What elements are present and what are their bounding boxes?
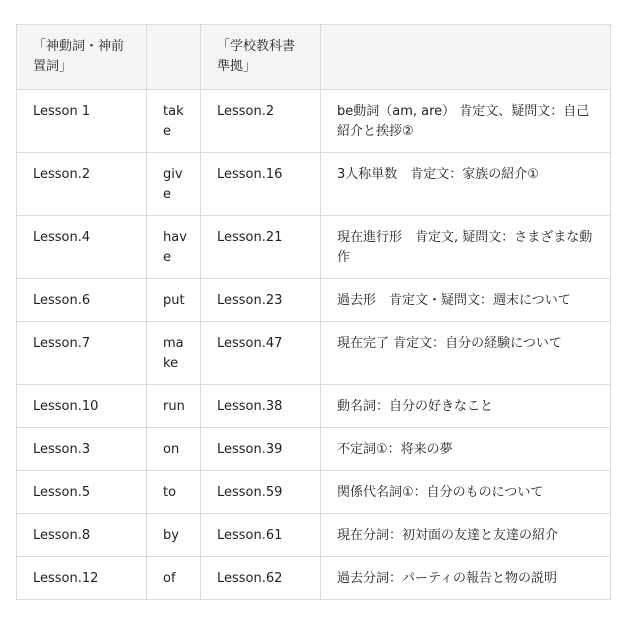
lesson-cell: Lesson.3 xyxy=(17,428,147,471)
textbook-lesson-cell: Lesson.59 xyxy=(201,471,321,514)
content-cell: 過去分詞：パーティの報告と物の説明 xyxy=(321,557,611,600)
header-verb-preposition: 「神動詞・神前置詞」 xyxy=(17,25,147,90)
content-cell: be動詞（am, are） 肯定文、疑問文：自己紹介と挨拶② xyxy=(321,90,611,153)
lesson-cell: Lesson.2 xyxy=(17,153,147,216)
table-row xyxy=(17,216,611,279)
verb-cell: to xyxy=(147,471,201,514)
lesson-cell: Lesson.5 xyxy=(17,471,147,514)
content-cell: 3人称単数 肯定文：家族の紹介① xyxy=(321,153,611,216)
table-row xyxy=(17,514,611,557)
verb-cell: take xyxy=(147,90,201,153)
table-row xyxy=(17,322,611,385)
verb-cell: put xyxy=(147,279,201,322)
header-textbook: 「学校教科書準拠」 xyxy=(201,25,321,90)
table-row xyxy=(17,428,611,471)
content-cell: 関係代名詞①：自分のものについて xyxy=(321,471,611,514)
lesson-table xyxy=(16,24,611,600)
textbook-lesson-cell: Lesson.47 xyxy=(201,322,321,385)
textbook-lesson-cell: Lesson.62 xyxy=(201,557,321,600)
header-blank-2 xyxy=(321,25,611,90)
textbook-lesson-cell: Lesson.38 xyxy=(201,385,321,428)
content-cell: 現在分詞：初対面の友達と友達の紹介 xyxy=(321,514,611,557)
verb-cell: on xyxy=(147,428,201,471)
lesson-cell: Lesson.4 xyxy=(17,216,147,279)
textbook-lesson-cell: Lesson.21 xyxy=(201,216,321,279)
table-row xyxy=(17,557,611,600)
table-row xyxy=(17,385,611,428)
verb-cell: of xyxy=(147,557,201,600)
verb-cell: run xyxy=(147,385,201,428)
textbook-lesson-cell: Lesson.16 xyxy=(201,153,321,216)
content-cell: 現在完了 肯定文：自分の経験について xyxy=(321,322,611,385)
content-cell: 過去形 肯定文・疑問文：週末について xyxy=(321,279,611,322)
content-cell: 不定詞①：将来の夢 xyxy=(321,428,611,471)
lesson-cell: Lesson.12 xyxy=(17,557,147,600)
content-cell: 動名詞：自分の好きなこと xyxy=(321,385,611,428)
lesson-cell: Lesson.6 xyxy=(17,279,147,322)
table-row xyxy=(17,279,611,322)
table-row xyxy=(17,153,611,216)
textbook-lesson-cell: Lesson.23 xyxy=(201,279,321,322)
lesson-cell: Lesson 1 xyxy=(17,90,147,153)
table-header-row xyxy=(17,25,611,90)
verb-cell: make xyxy=(147,322,201,385)
content-cell: 現在進行形 肯定文, 疑問文：さまざまな動作 xyxy=(321,216,611,279)
verb-cell: give xyxy=(147,153,201,216)
verb-cell: have xyxy=(147,216,201,279)
table-row xyxy=(17,90,611,153)
lesson-cell: Lesson.7 xyxy=(17,322,147,385)
textbook-lesson-cell: Lesson.2 xyxy=(201,90,321,153)
lesson-cell: Lesson.8 xyxy=(17,514,147,557)
table-row xyxy=(17,471,611,514)
textbook-lesson-cell: Lesson.39 xyxy=(201,428,321,471)
lesson-table-container xyxy=(16,24,610,600)
header-blank-1 xyxy=(147,25,201,90)
verb-cell: by xyxy=(147,514,201,557)
textbook-lesson-cell: Lesson.61 xyxy=(201,514,321,557)
lesson-cell: Lesson.10 xyxy=(17,385,147,428)
